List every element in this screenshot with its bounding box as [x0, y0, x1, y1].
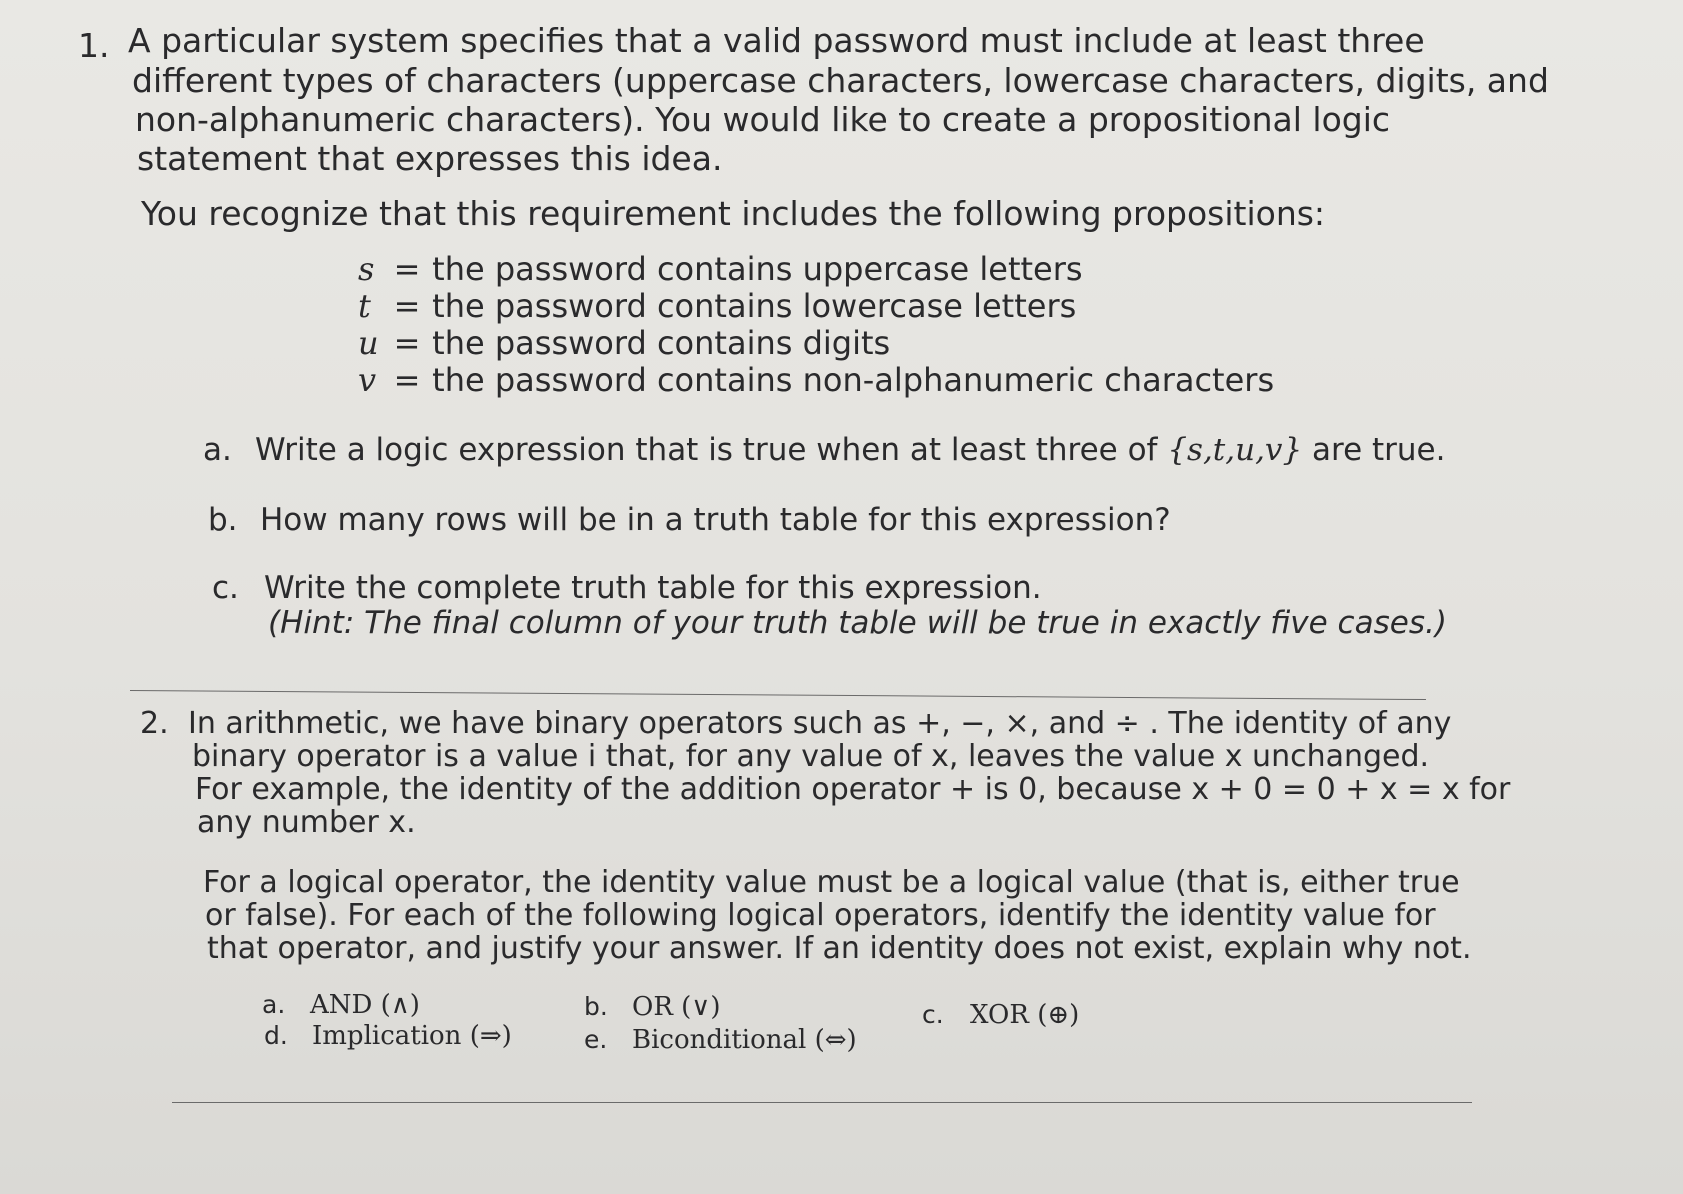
part-label: a.: [203, 432, 232, 468]
q1-number: 1.: [78, 26, 110, 65]
q1-line-4: statement that expresses this idea.: [137, 139, 723, 178]
proposition-s: [358, 250, 1083, 288]
part-a-set: {s,t,u,v}: [1167, 432, 1303, 468]
q2-line-4: any number x.: [197, 805, 416, 840]
op-name: Biconditional (⇔): [632, 1025, 857, 1055]
prop-var: s: [358, 250, 375, 288]
op-label: c.: [922, 1000, 944, 1029]
operator-biconditional: [584, 1025, 857, 1055]
operator-or: [584, 992, 720, 1022]
q1-intro: You recognize that this requirement includes the following propositions:: [141, 194, 1326, 233]
part-label: c.: [212, 570, 239, 606]
bottom-divider: [172, 1102, 1472, 1103]
q1-line-1: A particular system specifies that a valid password must include at least three: [128, 21, 1425, 60]
prop-var: u: [358, 324, 379, 362]
op-name: AND (∧): [310, 990, 420, 1020]
q2-line-2: binary operator is a value i that, for any value of x, leaves the value x unchanged.: [192, 739, 1430, 774]
prop-eq: =: [393, 361, 421, 399]
prop-eq: =: [393, 250, 421, 288]
prop-eq: =: [393, 324, 421, 362]
prop-text: the password contains uppercase letters: [432, 250, 1083, 288]
q1-part-c-hint: (Hint: The final column of your truth table will be true in exactly five cases.): [268, 605, 1447, 641]
op-name: OR (∨): [632, 992, 721, 1022]
prop-var: v: [358, 361, 377, 399]
part-a-post: are true.: [1302, 432, 1446, 468]
op-label: e.: [584, 1025, 608, 1054]
q2-para-line-2: or false). For each of the following logical operators, identify the identity value for: [205, 898, 1436, 933]
op-label: b.: [584, 992, 608, 1021]
op-label: d.: [264, 1021, 288, 1050]
q1-part-b: [208, 502, 1171, 538]
q1-line-3: non-alphanumeric characters). You would like to create a propositional logic: [135, 100, 1391, 139]
q1-line-2: different types of characters (uppercase characters, lowercase characters, digits, and: [132, 61, 1549, 100]
part-label: b.: [208, 502, 238, 538]
q2-para-line-3: that operator, and justify your answer. If an identity does not exist, explain why not.: [207, 931, 1472, 966]
proposition-u: [358, 324, 890, 362]
part-b-text: How many rows will be in a truth table for this expression?: [260, 502, 1171, 538]
q2-para-line-1: For a logical operator, the identity value must be a logical value (that is, either true: [203, 865, 1460, 900]
part-c-text: Write the complete truth table for this expression.: [264, 570, 1042, 606]
q2-line-3: For example, the identity of the addition operator + is 0, because x + 0 = 0 + x = x for: [195, 772, 1511, 807]
part-a-pre: Write a logic expression that is true when at least three of: [255, 432, 1168, 468]
operator-and: [262, 990, 420, 1020]
op-name: Implication (⇒): [312, 1021, 512, 1051]
prop-text: the password contains non-alphanumeric characters: [432, 361, 1275, 399]
q1-part-a: [203, 432, 1446, 468]
operator-implication: [264, 1021, 512, 1051]
prop-var: t: [358, 287, 371, 325]
divider: [130, 690, 1426, 700]
proposition-v: [358, 361, 1274, 399]
prop-text: the password contains lowercase letters: [432, 287, 1077, 325]
op-name: XOR (⊕): [970, 1000, 1080, 1030]
op-label: a.: [262, 990, 286, 1019]
operator-xor: [922, 1000, 1079, 1030]
prop-text: the password contains digits: [432, 324, 891, 362]
q2-line-1: In arithmetic, we have binary operators such as +, −, ×, and ÷ . The identity of any: [188, 706, 1452, 741]
prop-eq: =: [393, 287, 421, 325]
proposition-t: [358, 287, 1076, 325]
q2-number: 2.: [140, 706, 169, 741]
q1-part-c: [212, 570, 1042, 606]
